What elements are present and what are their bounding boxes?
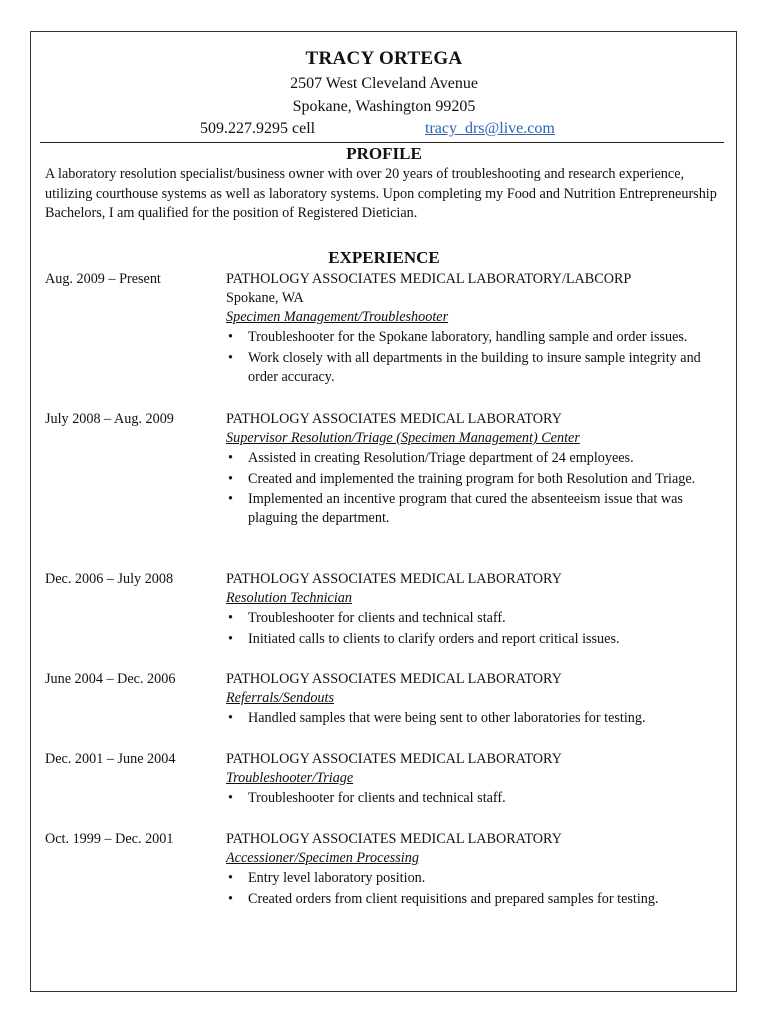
list-item: • Troubleshooter for clients and technical staff. (228, 610, 506, 626)
job-dates: June 2004 – Dec. 2006 (45, 671, 176, 687)
email-link[interactable]: tracy_drs@live.com (425, 120, 555, 137)
job-details (226, 270, 726, 388)
job-details (226, 570, 726, 650)
list-item: • Implemented an incentive program that cured the absenteeism issue that was plaguing the department. (228, 491, 683, 526)
job-company: PATHOLOGY ASSOCIATES MEDICAL LABORATORY (226, 751, 562, 767)
bullet-icon: • (228, 710, 233, 726)
job-company: PATHOLOGY ASSOCIATES MEDICAL LABORATORY (226, 671, 562, 687)
list-item: • Assisted in creating Resolution/Triage department of 24 employees. (228, 450, 634, 466)
bullet-icon: • (228, 790, 233, 806)
job-details (226, 830, 726, 910)
job-role: Referrals/Sendouts (226, 690, 334, 706)
candidate-name: TRACY ORTEGA (305, 48, 463, 69)
job-details (226, 410, 726, 530)
street-address: 2507 West Cleveland Avenue (290, 75, 478, 92)
profile-heading: PROFILE (346, 144, 422, 163)
job-bullets (226, 869, 726, 909)
job-bullets (226, 609, 726, 649)
profile-summary: A laboratory resolution specialist/business owner with over 20 years of troubleshooting and research experience, utilizing courthouse systems as well as laboratory systems. Upon completing my Food and Nutrition Entrepreneurship Bachelors, I am qualified for the position of Registered Dietician. (45, 166, 717, 221)
list-item: • Troubleshooter for the Spokane laboratory, handling sample and order issues. (228, 329, 688, 345)
bullet-icon: • (228, 630, 233, 647)
job-details (226, 750, 726, 810)
job-company: PATHOLOGY ASSOCIATES MEDICAL LABORATORY (226, 411, 562, 427)
job-bullets (226, 449, 726, 528)
job-bullets (226, 328, 726, 387)
job-dates: July 2008 – Aug. 2009 (45, 411, 174, 427)
list-item: • Handled samples that were being sent to other laboratories for testing. (228, 710, 646, 726)
resume-header (0, 46, 768, 118)
list-item: • Created orders from client requisitions and prepared samples for testing. (228, 890, 659, 907)
job-dates: Oct. 1999 – Dec. 2001 (45, 831, 174, 847)
experience-heading: EXPERIENCE (328, 248, 440, 267)
list-item: • Troubleshooter for clients and technical staff. (228, 790, 506, 806)
job-dates: Dec. 2001 – June 2004 (45, 751, 176, 767)
bullet-icon: • (228, 890, 233, 907)
list-item: • Initiated calls to clients to clarify orders and report critical issues. (228, 630, 620, 647)
bullet-icon: • (228, 491, 233, 507)
phone-number: 509.227.9295 cell (200, 120, 316, 137)
list-item: • Created and implemented the training program for both Resolution and Triage. (228, 470, 696, 487)
job-details (226, 670, 726, 730)
job-role: Specimen Management/Troubleshooter (226, 309, 449, 325)
job-company: PATHOLOGY ASSOCIATES MEDICAL LABORATORY (226, 571, 562, 587)
job-company: PATHOLOGY ASSOCIATES MEDICAL LABORATORY/LABCORP (226, 271, 632, 287)
job-role: Resolution Technician (226, 590, 352, 606)
job-role: Troubleshooter/Triage (226, 770, 354, 786)
job-bullets (226, 709, 726, 728)
bullet-icon: • (228, 329, 233, 345)
job-dates: Aug. 2009 – Present (45, 271, 161, 287)
job-dates: Dec. 2006 – July 2008 (45, 571, 174, 587)
job-location: Spokane, WA (226, 290, 304, 306)
city-state-zip: Spokane, Washington 99205 (292, 98, 476, 115)
list-item: • Entry level laboratory position. (228, 870, 426, 886)
list-item: • Work closely with all departments in the building to insure sample integrity and order accuracy. (228, 349, 701, 385)
job-role: Accessioner/Specimen Processing (226, 850, 419, 866)
bullet-icon: • (228, 470, 233, 487)
bullet-icon: • (228, 349, 233, 366)
job-company: PATHOLOGY ASSOCIATES MEDICAL LABORATORY (226, 831, 562, 847)
bullet-icon: • (228, 610, 233, 626)
bullet-icon: • (228, 450, 233, 466)
bullet-icon: • (228, 870, 233, 886)
job-bullets (226, 789, 726, 808)
job-role: Supervisor Resolution/Triage (Specimen Management) Center (226, 430, 580, 446)
